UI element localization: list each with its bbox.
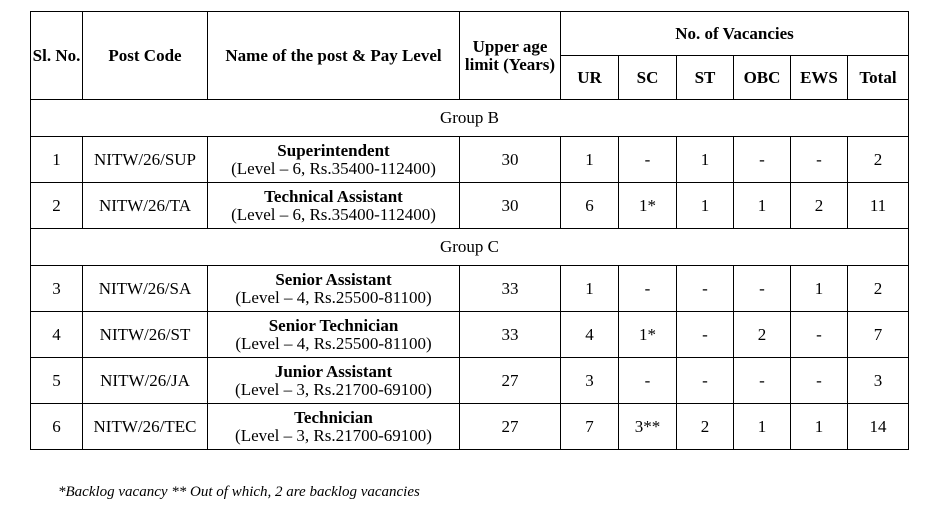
total-cell: 7 [848,312,909,358]
ur-cell: 1 [561,266,619,312]
post-name-cell [208,404,460,450]
sl-no-cell: 2 [31,183,83,229]
group-heading: Group C [31,229,909,266]
st-cell: 1 [677,183,734,229]
post-name: Technician [294,407,373,427]
total-cell: 3 [848,358,909,404]
header-post-name: Name of the post & Pay Level [208,12,460,100]
header-age-limit: Upper age limit (Years) [460,12,561,100]
age-limit-cell: 30 [460,183,561,229]
total-cell: 2 [848,137,909,183]
table-row [31,404,909,450]
st-cell: 1 [677,137,734,183]
header-ews: EWS [791,56,848,100]
header-sc: SC [619,56,677,100]
ur-cell: 7 [561,404,619,450]
post-name-cell [208,183,460,229]
sc-cell: - [619,358,677,404]
sl-no-cell: 3 [31,266,83,312]
age-limit-cell: 33 [460,312,561,358]
sl-no-cell: 4 [31,312,83,358]
post-name: Senior Technician [268,315,399,335]
header-ur: UR [561,56,619,100]
post-code-cell: NITW/26/TEC [83,404,208,450]
vacancy-table [30,11,909,450]
post-name: Senior Assistant [275,269,392,289]
pay-level: (Level – 6, Rs.35400-112400) [231,204,436,224]
post-name: Superintendent [277,140,390,160]
ews-cell: - [791,312,848,358]
obc-cell: - [734,358,791,404]
obc-cell: 1 [734,183,791,229]
sl-no-cell: 6 [31,404,83,450]
obc-cell: 1 [734,404,791,450]
header-post-code: Post Code [83,12,208,100]
ur-cell: 3 [561,358,619,404]
post-name-cell [208,312,460,358]
sl-no-cell: 1 [31,137,83,183]
post-code-cell: NITW/26/SA [83,266,208,312]
header-sl-no: Sl. No. [31,12,83,100]
ews-cell: 1 [791,404,848,450]
post-name-cell [208,266,460,312]
obc-cell: 2 [734,312,791,358]
table-row [31,266,909,312]
post-name-cell [208,137,460,183]
st-cell: - [677,358,734,404]
pay-level: (Level – 6, Rs.35400-112400) [231,158,436,178]
total-cell: 2 [848,266,909,312]
table-row [31,312,909,358]
pay-level: (Level – 4, Rs.25500-81100) [235,333,432,353]
pay-level: (Level – 3, Rs.21700-69100) [235,379,432,399]
age-limit-cell: 27 [460,358,561,404]
pay-level: (Level – 3, Rs.21700-69100) [235,425,432,445]
post-code-cell: NITW/26/SUP [83,137,208,183]
post-code-cell: NITW/26/TA [83,183,208,229]
header-obc: OBC [734,56,791,100]
sl-no-cell: 5 [31,358,83,404]
total-cell: 14 [848,404,909,450]
age-limit-cell: 30 [460,137,561,183]
header-st: ST [677,56,734,100]
st-cell: - [677,312,734,358]
pay-level: (Level – 4, Rs.25500-81100) [235,287,432,307]
sc-cell: - [619,137,677,183]
post-name-cell [208,358,460,404]
post-code-cell: NITW/26/ST [83,312,208,358]
sc-cell: 1* [619,183,677,229]
ews-cell: - [791,137,848,183]
footnote: *Backlog vacancy ** Out of which, 2 are backlog vacancies [58,484,420,500]
group-heading: Group B [31,100,909,137]
st-cell: 2 [677,404,734,450]
post-name: Junior Assistant [274,361,393,381]
obc-cell: - [734,137,791,183]
post-name: Technical Assistant [264,186,403,206]
age-limit-cell: 27 [460,404,561,450]
st-cell: - [677,266,734,312]
header-vacancies: No. of Vacancies [561,12,909,56]
table-row [31,358,909,404]
post-code-cell: NITW/26/JA [83,358,208,404]
obc-cell: - [734,266,791,312]
age-limit-cell: 33 [460,266,561,312]
sc-cell: 1* [619,312,677,358]
table-row [31,183,909,229]
sc-cell: 3** [619,404,677,450]
ur-cell: 6 [561,183,619,229]
ews-cell: 1 [791,266,848,312]
ews-cell: - [791,358,848,404]
header-total: Total [848,56,909,100]
ur-cell: 1 [561,137,619,183]
ews-cell: 2 [791,183,848,229]
sc-cell: - [619,266,677,312]
total-cell: 11 [848,183,909,229]
ur-cell: 4 [561,312,619,358]
table-row [31,137,909,183]
